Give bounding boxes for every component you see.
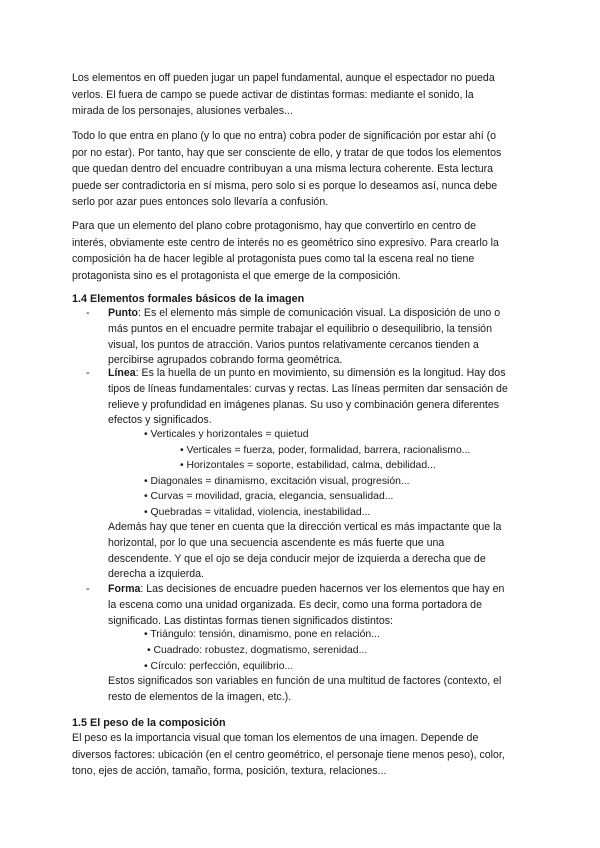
term-punto: Punto <box>108 307 139 319</box>
text-line: Para que un elemento del plano cobre protagonismo, hay que convertirlo en centro de <box>72 220 477 232</box>
bullet-item: • Verticales = fuerza, poder, formalidad, barrera, racionalismo... <box>180 445 471 456</box>
text-line: por no estar). Por tanto, hay que ser consciente de ello, y tratar de que todos los elementos <box>72 146 502 159</box>
text-rest: : Es la huella de un punto en movimiento, su dimensión es la longitud. Hay dos <box>135 367 506 379</box>
bullet-item: • Verticales y horizontales = quietud <box>144 429 309 440</box>
text-line: efectos y significados. <box>108 414 212 427</box>
bullet-item: • Horizontales = soporte, estabilidad, calma, debilidad... <box>180 460 436 471</box>
text-line: que quedan dentro del encuadre contribuyan a una misma lectura coherente. Esta lectura <box>72 163 494 176</box>
text-line <box>108 582 538 598</box>
text-line: percibirse agrupados cobrando forma geométrica. <box>108 354 343 367</box>
bullet-item: • Diagonales = dinamismo, excitación visual, progresión... <box>144 476 410 487</box>
term-forma: Forma <box>108 583 141 595</box>
text-line: verlos. El fuera de campo se puede activar de distintas formas: mediante el sonido, la <box>72 88 474 101</box>
list-item-punto <box>108 306 538 369</box>
text-line: tipos de líneas fundamentales: curvas y rectas. Las líneas permiten dar sensación de <box>108 382 508 395</box>
paragraph-weight <box>72 730 532 780</box>
text-line: protagonista sino es el protagonista el que emerge de la composición. <box>72 269 401 282</box>
section-heading-1-5: 1.5 El peso de la composición <box>72 717 226 729</box>
term-linea: Línea <box>108 367 136 379</box>
text-line: diversos factores: ubicación (en el centro geométrico, el personaje tiene menos peso), color, <box>72 748 505 761</box>
text-line: resto de elementos de la imagen, etc.). <box>108 690 292 703</box>
text-line: mirada de los personajes, alusiones verbales... <box>72 105 293 118</box>
text-line: la escena como una unidad organizada. Es decir, como una forma portadora de <box>108 598 482 611</box>
paragraph-off-screen <box>72 70 532 120</box>
paragraph-protagonist <box>72 218 532 284</box>
bullet-item: • Círculo: perfección, equilibrio... <box>144 661 294 672</box>
text-line: más puntos en el encuadre permite trabajar el equilibrio o desequilibrio, la tensión <box>108 322 492 335</box>
list-dash: - <box>86 307 90 319</box>
text-line: derecha a izquierda. <box>108 568 204 581</box>
text-rest: : Es el elemento más simple de comunicación visual. La disposición de uno o <box>138 307 501 319</box>
list-dash: - <box>86 367 90 379</box>
text-line: puede ser contradictoria en sí misma, pero solo si es porque lo deseamos así, nunca debe <box>72 179 498 192</box>
text-line: Los elementos en off pueden jugar un papel fundamental, aunque el espectador no pueda <box>72 72 495 84</box>
text-line <box>108 306 538 322</box>
text-line: Todo lo que entra en plano (y lo que no entra) cobra poder de significación por estar ahí (o <box>72 130 497 142</box>
text-line: El peso es la importancia visual que toman los elementos de una imagen. Depende de <box>72 732 479 744</box>
section-heading-1-4: 1.4 Elementos formales básicos de la imagen <box>72 293 305 305</box>
text-line: Estos significados son variables en función de una multitud de factores (contexto, el <box>108 675 502 687</box>
list-item-forma <box>108 582 538 629</box>
linea-note <box>108 520 538 583</box>
text-line: visual, los puntos de atracción. Varios puntos relativamente cercanos tienden a <box>108 338 479 351</box>
text-line: composición ha de hacer legible al protagonista pues como tal la escena real no tiene <box>72 253 475 266</box>
text-line: relieve y profundidad en imágenes planas. Su uso y combinación genera diferentes <box>108 398 500 411</box>
text-rest: : Las decisiones de encuadre pueden hacernos ver los elementos que hay en <box>140 583 505 595</box>
bullet-item: • Quebradas = vitalidad, violencia, inestabilidad... <box>144 507 371 518</box>
bullet-item: • Cuadrado: robustez, dogmatismo, serenidad... <box>147 645 368 656</box>
text-line: descendente. Y que el ojo se deja conducir mejor de izquierda a derecha que de <box>108 552 486 565</box>
text-line: interés, obviamente este centro de interés no es geométrico sino expresivo. Para crearlo la <box>72 236 499 249</box>
list-dash: - <box>86 583 90 595</box>
bullet-item: • Triángulo: tensión, dinamismo, pone en relación... <box>144 629 380 640</box>
paragraph-in-frame <box>72 128 532 211</box>
text-line: significado. Las distintas formas tienen significados distintos: <box>108 614 394 627</box>
text-line: serlo por azar pues entonces solo llevaría a confusión. <box>72 196 329 209</box>
list-item-linea <box>108 366 538 429</box>
forma-note <box>108 674 538 706</box>
text-line: Además hay que tener en cuenta que la dirección vertical es más impactante que la <box>108 521 502 533</box>
text-line: horizontal, por lo que una secuencia ascendente es más fuerte que una <box>108 536 445 549</box>
bullet-item: • Curvas = movilidad, gracia, elegancia, sensualidad... <box>144 491 394 502</box>
text-line: tono, ejes de acción, tamaño, forma, posición, textura, relaciones... <box>72 765 387 778</box>
text-line <box>108 366 538 382</box>
